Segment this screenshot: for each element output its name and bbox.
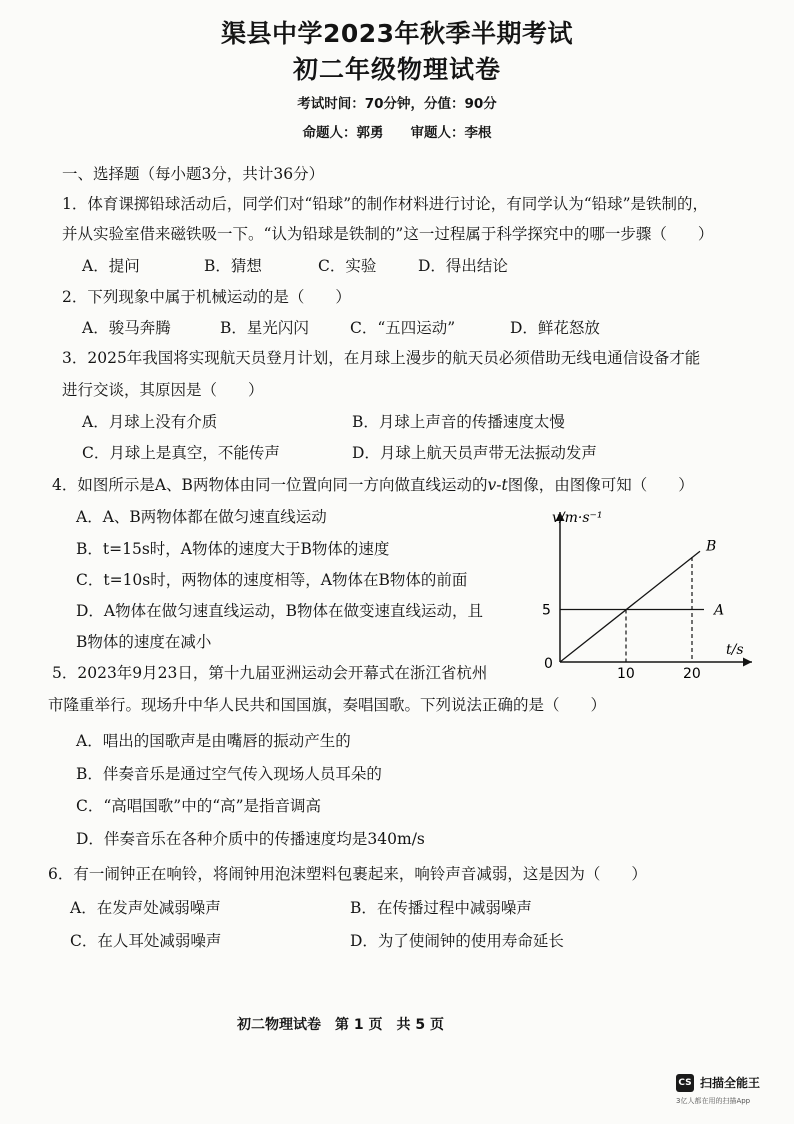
q4-text-pre: 4．如图所示是A、B两物体由同一位置向同一方向做直线运动的: [52, 476, 488, 494]
y-axis-label: v/m·s⁻¹: [552, 510, 603, 526]
q3-option-b: B．月球上声音的传播速度太慢: [352, 413, 565, 431]
q2-option-a: A．骏马奔腾: [82, 319, 171, 337]
question-2-line-1: 2．下列现象中属于机械运动的是（ ）: [62, 288, 351, 306]
q6-option-c: C．在人耳处减弱噪声: [70, 932, 222, 950]
scanner-tagline: 3亿人都在用的扫描App: [676, 1097, 751, 1105]
question-3-line-1: 3．2025年我国将实现航天员登月计划，在月球上漫步的航天员必须借助无线电通信设备才能: [62, 349, 701, 367]
q1-option-d: D．得出结论: [418, 257, 508, 275]
q5-option-a: A．唱出的国歌声是由嘴唇的振动产生的: [76, 732, 351, 750]
scanner-watermark: [676, 1074, 776, 1114]
q4-option-a: A．A、B两物体都在做匀速直线运动: [76, 508, 327, 526]
question-1-line-1: 1．体育课掷铅球活动后，同学们对“铅球”的制作材料进行讨论，有同学认为“铅球”是铁制的，: [62, 195, 709, 213]
question-6-line-1: 6．有一闹钟正在响铃，将闹钟用泡沫塑料包裹起来，响铃声音减弱，这是因为（ ）: [48, 865, 647, 883]
question-5-line-2: 市隆重举行。现场升中华人民共和国国旗，奏唱国歌。下列说法正确的是（ ）: [48, 696, 607, 714]
q5-option-c: C．“高唱国歌”中的“高”是指音调高: [76, 797, 322, 815]
authors: 命题人：郭勇 审题人：李根: [302, 125, 492, 141]
q6-option-d: D．为了使闹钟的使用寿命延长: [350, 932, 564, 950]
q6-option-b: B．在传播过程中减弱噪声: [350, 899, 532, 917]
q3-option-a: A．月球上没有介质: [82, 413, 218, 431]
q4-vt: v-t: [487, 476, 508, 494]
q1-option-b: B．猜想: [204, 257, 262, 275]
paper-title: 初二年级物理试卷: [292, 55, 501, 84]
q5-option-d: D．伴奏音乐在各种介质中的传播速度均是340m/s: [76, 830, 425, 848]
q1-option-a: A．提问: [82, 257, 140, 275]
q1-option-c: C．实验: [318, 257, 377, 275]
q6-option-a: A．在发声处减弱噪声: [70, 899, 221, 917]
x-tick-20: 20: [683, 666, 701, 682]
series-b-line: [560, 551, 700, 662]
page-footer: 初二物理试卷 第 1 页 共 5 页: [237, 1017, 444, 1033]
x-tick-10: 10: [617, 666, 635, 682]
q3-option-d: D．月球上航天员声带无法振动发声: [352, 444, 597, 462]
school-title: 渠县中学2023年秋季半期考试: [220, 19, 574, 48]
question-1-line-2: 并从实验室借来磁铁吸一下。“认为铅球是铁制的”这一过程属于科学探究中的哪一步骤（ ）: [62, 225, 714, 243]
q4-option-b: B．t=15s时，A物体的速度大于B物体的速度: [76, 540, 390, 558]
q4-text-post: 图像，由图像可知（ ）: [507, 476, 694, 494]
question-4-line-1: [52, 473, 694, 495]
q2-option-b: B．星光闪闪: [220, 319, 309, 337]
y-tick-5: 5: [542, 602, 551, 619]
q4-option-d-cont: B物体的速度在减小: [76, 633, 212, 651]
q4-option-d: D．A物体在做匀速直线运动，B物体在做变速直线运动，且: [76, 602, 484, 620]
scanner-logo-icon: CS: [676, 1074, 694, 1092]
question-3-line-2: 进行交谈，其原因是（ ）: [62, 381, 264, 399]
series-b-label: B: [706, 538, 717, 555]
q5-option-b: B．伴奏音乐是通过空气传入现场人员耳朵的: [76, 765, 382, 783]
section-heading: 一、选择题（每小题3分，共计36分）: [62, 165, 325, 183]
question-5-line-1: 5．2023年9月23日，第十九届亚洲运动会开幕式在浙江省杭州: [52, 664, 488, 682]
x-axis-label: t/s: [726, 642, 744, 658]
exam-info: 考试时间：70分钟，分值：90分: [297, 96, 497, 112]
q2-option-c: C．“五四运动”: [350, 319, 456, 337]
q4-option-c: C．t=10s时，两物体的速度相等，A物体在B物体的前面: [76, 571, 468, 589]
scanner-name: 扫描全能王: [700, 1076, 761, 1090]
origin-label: 0: [544, 656, 553, 672]
q2-option-d: D．鲜花怒放: [510, 319, 600, 337]
vt-graph: [530, 506, 760, 684]
series-a-label: A: [714, 602, 725, 619]
q3-option-c: C．月球上是真空，不能传声: [82, 444, 280, 462]
